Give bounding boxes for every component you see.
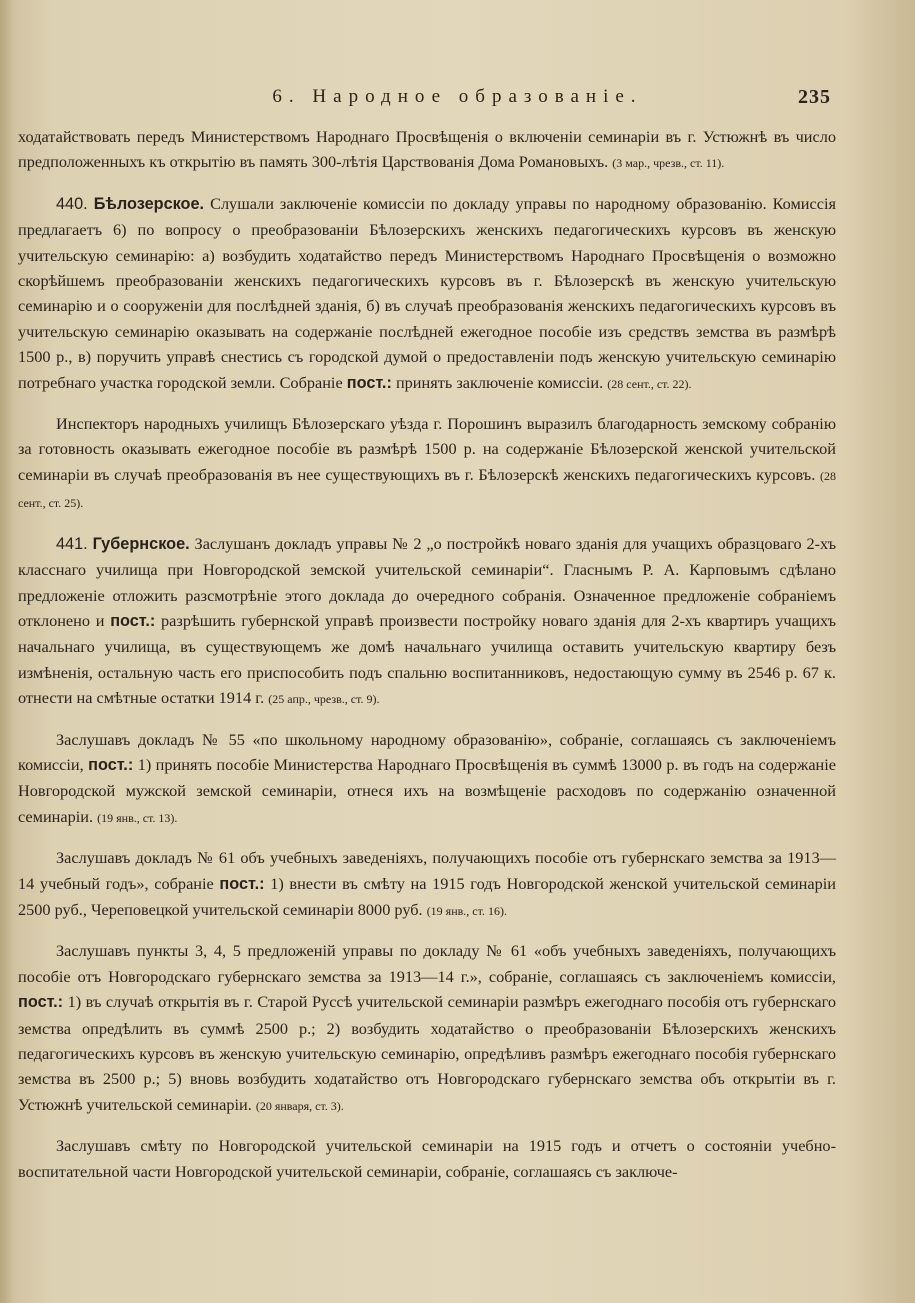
paragraph-text: разрѣшить губернской управѣ произвести постройку новаго зданія для 2-хъ квартиръ учащихъ начальнаго училища, въ существующемъ же домѣ начальнаго училища оставить учительскую квартиру безъ измѣненія, остальную часть его приспособить подъ спальню воспитанниковъ, недостающую сумму въ 2546 р. 67 к. отнести на смѣтные остатки 1914 г. [18,610,836,708]
paragraph-text: 1) внести въ смѣту на 1915 годъ Новгородской женской учительской семинаріи 2500 руб., Череповецкой учительской семинаріи 8000 руб. [18,873,837,919]
item-number: 441. [56,534,88,553]
session-reference: (28 сент., ст. 25). [18,468,836,511]
paragraph-text: 1) принять пособіе Министерства Народнаго Просвѣщенія въ суммѣ 13000 р. въ годъ на содержаніе Новгородской мужской земской семинаріи, отнеся ихъ на возмѣщеніе расходовъ по содержанію означенной семинаріи. [18,754,837,826]
session-reference: (28 сент., ст. 22). [607,376,692,391]
page-number: 235 [798,86,831,108]
paragraph-text: Заслушавъ смѣту по Новгородской учительской семинаріи на 1915 годъ и отчетъ о состояніи учебно-воспитательной части Новгородской учительской семинаріи, собраніе, соглашаясь съ заключе- [18,1136,836,1181]
paragraph-text: Заслушавъ пункты 3, 4, 5 предложеній управы по докладу № 61 «объ учебныхъ заведеніяхъ, получающихъ пособіе отъ Новгородскаго губернскаго земства за 1913—14 г.», собраніе, соглашаясь съ заключеніемъ комиссіи, [18,941,836,986]
session-reference: (25 апр., чрезв., ст. 9). [268,692,380,707]
paragraph-points-3-4-5 [18,938,836,1119]
session-reference: (20 января, ст. 3). [255,1098,344,1113]
resolution-marker: пост.: [346,373,392,392]
session-reference: (19 янв., ст. 13). [97,810,178,825]
resolution-marker: пост.: [219,874,265,893]
paragraph-report-61 [18,845,836,924]
running-head: 6. Народное образованіе. [272,86,643,107]
paragraph-text: Заслушанъ докладъ управы № 2 „о постройкѣ новаго зданія для учащихъ образцоваго 2-хъ класснаго училища при Новгородской земской учительской семинаріи“. Гласнымъ Р. А. Карповымъ сдѣлано предложеніе отложить разсмотрѣніе этого доклада до очередного собранія. Означенное предложеніе собраніемъ отклонено и [18,533,836,630]
paragraph-text: Слушали заключеніе комиссіи по докладу управы по народному образованію. Комиссія предлагаетъ 6) по вопросу о преобразованіи Бѣлозерскихъ женскихъ педагогическихъ курсовъ въ женскую учительскую семинарію: а) возбудить ходатайство передъ Министерствомъ Народнаго Просвѣщенія о возможно скорѣйшемъ преобразованіи женскихъ педагогическихъ курсовъ въ г. Бѣлозерскѣ въ женскую учительскую семинарію и о сооруженіи для послѣдней зданія, б) въ случаѣ преобразованія женскихъ педагогическихъ курсовъ въ учительскую семинарію оказывать на содержаніе послѣдней ежегодное пособіе изъ средствъ земства въ размѣрѣ 1500 р., в) поручить управѣ снестись съ городской думой о предоставленіи подъ женскую учительскую семинарію потребнаго участка городской земли. Собраніе [18,193,836,392]
paragraph-text: 1) въ случаѣ открытія въ г. Старой Руссѣ учительской семинаріи размѣръ ежегоднаго пособія отъ губернскаго земства опредѣлить въ суммѣ 2500 р.; 2) возбудить ходатайство о преобразованіи Бѣлозерскихъ женскихъ педагогическихъ курсовъ въ женскую учительскую семинарію, опредѣливъ размѣръ ежегоднаго пособія губернскаго земства въ 2500 р.; 5) вновь возбудить ходатайство отъ Новгородскаго губернскаго земства объ открытіи въ г. Устюжнѣ учительской семинаріи. [18,992,836,1114]
body-text [18,124,836,1198]
resolution-marker: пост.: [110,611,156,630]
item-heading: Бѣлозерское. [93,194,205,213]
paragraph-text: ходатайствовать передъ Министерствомъ Народнаго Просвѣщенія о включеніи семинаріи въ г. Устюжнѣ въ число предположенныхъ къ открытію въ память 300-лѣтія Царствованія Дома Романовыхъ. [18,127,836,172]
paragraph-report-55 [18,727,836,832]
item-heading: Губернское. [92,534,190,553]
paragraph-continuation [18,124,836,177]
paragraph-text: Заслушавъ докладъ № 55 «по школьному народному образованію», собраніе, соглашаясь съ заключеніемъ комиссіи, [18,729,836,774]
session-reference: (19 янв., ст. 16). [426,903,507,918]
paragraph-text: Заслушавъ докладъ № 61 объ учебныхъ заведеніяхъ, получающихъ пособіе отъ губернскаго земства за 1913—14 учебный годъ», собраніе [18,848,836,893]
resolution-marker: пост.: [18,993,64,1012]
resolution-marker: пост.: [88,755,134,774]
paragraph-budget [18,1133,836,1184]
page-gutter-shadow [0,0,14,1303]
item-number: 440. [56,194,88,213]
paragraph-inspector [18,411,836,517]
item-441 [18,531,836,713]
page-header [0,86,915,114]
session-reference: (3 мар., чрезв., ст. 11). [612,156,725,171]
paragraph-text: принять заключеніе комиссіи. [395,372,604,392]
item-440 [18,191,836,397]
paragraph-text: Инспекторъ народныхъ училищъ Бѣлозерскаго уѣзда г. Порошинъ выразилъ благодарность земскому собранію за готовность оказывать ежегодное пособіе въ размѣрѣ 1500 р. на содержаніе Бѣлозерской женской учительской семинаріи въ случаѣ преобразованія въ нее существующихъ въ г. Бѣлозерскѣ женскихъ педагогическихъ курсовъ. [18,414,836,484]
